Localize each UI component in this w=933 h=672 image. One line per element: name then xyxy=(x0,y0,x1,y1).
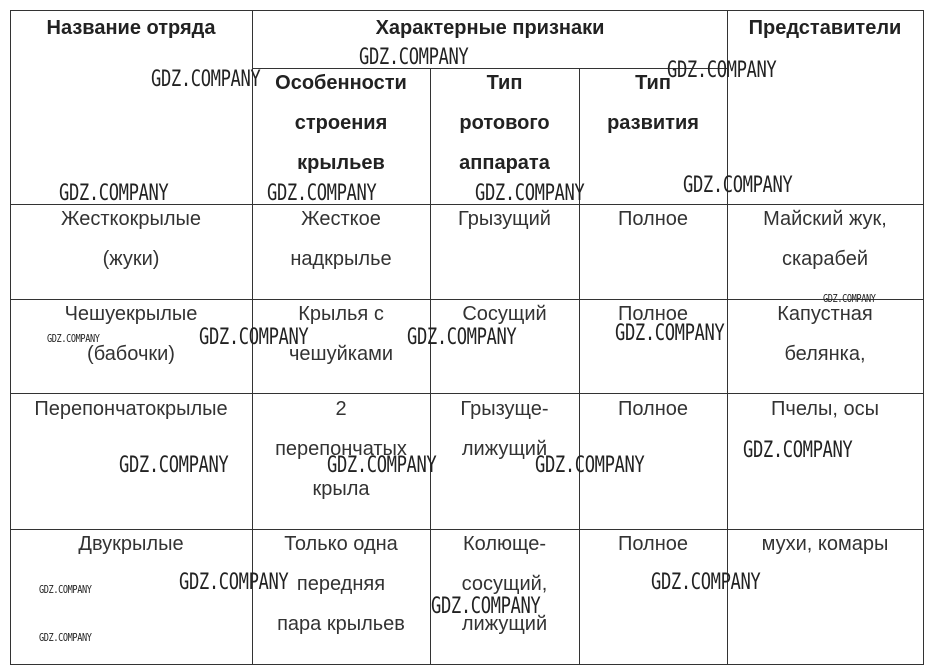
watermark: GDZ.COMPANY xyxy=(667,58,777,83)
table-cell-order: Перепончатокрылые xyxy=(34,398,228,420)
watermark: GDZ.COMPANY xyxy=(651,570,761,595)
header-representatives: Представители xyxy=(748,17,902,39)
table-cell-order: Чешуекрылые (бабочки) xyxy=(64,303,198,365)
watermark: GDZ.COMPANY xyxy=(39,583,92,596)
table-cell-order: Двукрылые xyxy=(78,533,184,555)
watermark: GDZ.COMPANY xyxy=(615,321,725,346)
table-cell-representatives: Капустная белянка, xyxy=(777,303,873,365)
header-wing-structure: Особенности строения крыльев xyxy=(275,72,407,174)
watermark: GDZ.COMPANY xyxy=(119,453,229,478)
table-cell-mouth: Колюще- сосущий, лижущий xyxy=(461,533,548,635)
table-cell-representatives: Пчелы, осы xyxy=(771,398,879,420)
table-cell-mouth: Грызуще- лижущий xyxy=(460,398,549,460)
watermark: GDZ.COMPANY xyxy=(431,594,541,619)
table-border-bottom xyxy=(10,664,924,665)
watermark: GDZ.COMPANY xyxy=(823,292,876,305)
watermark: GDZ.COMPANY xyxy=(179,570,289,595)
watermark: GDZ.COMPANY xyxy=(267,181,377,206)
watermark: GDZ.COMPANY xyxy=(359,45,469,70)
table-cell-order: Жесткокрылые (жуки) xyxy=(60,208,202,270)
watermark: GDZ.COMPANY xyxy=(535,453,645,478)
watermark: GDZ.COMPANY xyxy=(407,325,517,350)
table-cell-development: Полное xyxy=(617,303,689,325)
header-order-name: Название отряда xyxy=(46,17,216,39)
table-cell-development: Полное xyxy=(617,208,689,230)
watermark: GDZ.COMPANY xyxy=(683,173,793,198)
watermark: GDZ.COMPANY xyxy=(199,325,309,350)
watermark: GDZ.COMPANY xyxy=(327,453,437,478)
table-cell-wings: Крылья с чешуйками xyxy=(289,303,393,365)
table-cell-development: Полное xyxy=(617,398,689,420)
watermark: GDZ.COMPANY xyxy=(475,181,585,206)
col3-divider xyxy=(579,68,580,665)
table-cell-representatives: мухи, комары xyxy=(761,533,889,555)
header-features: Характерные признаки xyxy=(375,17,605,39)
watermark: GDZ.COMPANY xyxy=(39,631,92,644)
watermark: GDZ.COMPANY xyxy=(151,67,261,92)
header-development: Тип развития xyxy=(607,72,699,134)
watermark: GDZ.COMPANY xyxy=(743,438,853,463)
table-border-right xyxy=(923,10,924,665)
table-cell-wings: 2 перепончатых крыла xyxy=(275,398,407,500)
table-cell-representatives: Майский жук, скарабей xyxy=(763,208,887,270)
watermark: GDZ.COMPANY xyxy=(59,181,169,206)
table-cell-development: Полное xyxy=(617,533,689,555)
table-cell-wings: Жесткое надкрылье xyxy=(290,208,392,270)
watermark: GDZ.COMPANY xyxy=(47,332,100,345)
table-cell-mouth: Грызущий xyxy=(458,208,551,230)
table-cell-mouth: Сосущий xyxy=(462,303,547,325)
table-cell-wings: Только одна передняя пара крыльев xyxy=(277,533,405,635)
header-mouthparts: Тип ротового аппарата xyxy=(459,72,550,174)
